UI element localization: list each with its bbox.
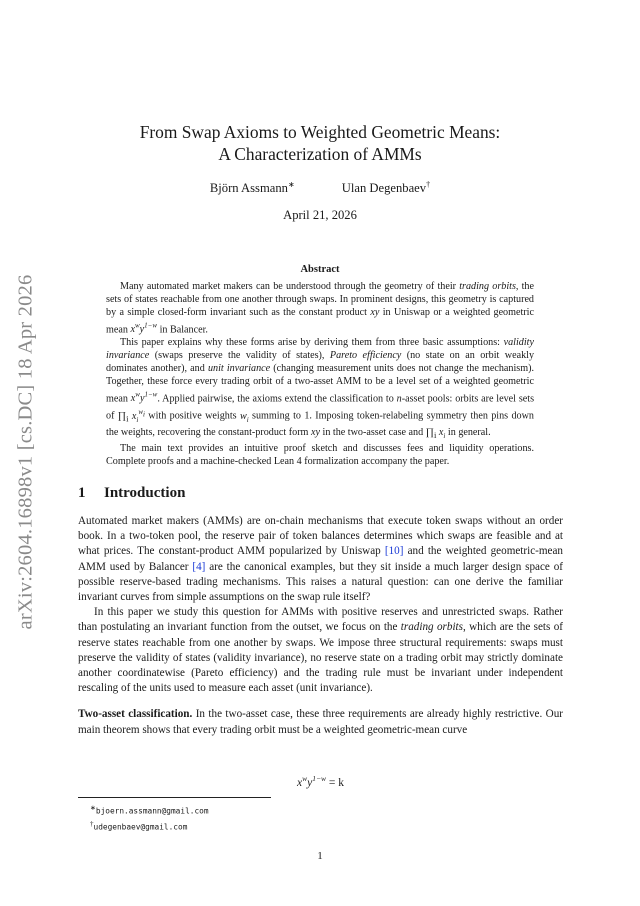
abstract-paragraph-3: The main text provides an intuitive proof sketch and discusses fees and liquidity operations. Complete proofs and a machine-checked Lean 4 formalization accompany the paper. <box>106 442 534 467</box>
paragraph-run-in-heading: Two-asset classification. <box>78 708 193 721</box>
abstract-body <box>106 281 534 469</box>
abstract-paragraph-1: Many automated market makers can be understood through the geometry of their trading orbits, the sets of states reachable from one another through swaps. In prominent designs, this geometry is captured by a simple closed-form invariant such as the constant product xy in Uniswap or a weighted geometric mean $x^wy^{1-w}$ in Balancer. <box>106 281 534 336</box>
abstract-heading: Abstract <box>300 264 340 275</box>
author-list <box>90 180 550 196</box>
footnote-divider <box>78 797 271 798</box>
footnote-email-1[interactable]: ∗bjoern.assmann@gmail.com <box>90 804 209 816</box>
title-line-1: From Swap Axioms to Weighted Geometric Means: <box>139 122 501 142</box>
arxiv-id-text: arXiv:2604.16898v1 [cs.DC] 18 Apr 2026 <box>14 274 37 630</box>
citation-link-10[interactable]: [10] <box>384 545 404 558</box>
intro-paragraph-2: In this paper we study this question for AMMs with positive reserves and unrestricted swaps. Rather than postulating an invariant function from the outset, we focus on the trading orbits, which are the sets of reserve states reachable from one another by swaps. We impose three structural requirements: swaps must preserve the validity of states (validity invariance), no reserve state on a trading orbit may strictly dominate another coordinatewise (Pareto efficiency) and the trading rule must be invariant under independent rescaling of the units used to measure each asset (unit invariance). <box>78 606 563 695</box>
intro-paragraph-1: Automated market makers (AMMs) are on-chain mechanisms that execute token swaps without an order book. In a two-token pool, the reserve pair of token balances determines which swaps are feasible and at what prices. The constant-product AMM popularized by Uniswap [10] and the weighted geometric-mean AMM used by Balancer [4] are the canonical examples, but they sit inside a much larger design space of possible reserve-based trading mechanisms. This raises a natural question: can one derive the familiar invariant curves from simple assumptions on the swap rule itself? <box>78 515 563 604</box>
author-2: Ulan Degenbaev† <box>341 180 431 196</box>
paper-title <box>90 121 550 165</box>
arxiv-identifier-stamp <box>6 262 46 642</box>
section-title: Introduction <box>104 485 186 501</box>
footnotes <box>90 802 209 833</box>
title-line-2: A Characterization of AMMs <box>218 144 422 164</box>
introduction-body <box>78 514 563 738</box>
page-number: 1 <box>317 850 323 862</box>
abstract-paragraph-2: This paper explains why these forms arise by deriving them from three basic assumptions: validity invariance (swaps preserve the validity of states), Pareto efficiency (no state on an orbit weakly dominates another), and unit invariance (changing measurement units does not change the mechanism). Together, these force every trading orbit of a two-asset AMM to be a level set of a weighted geometric mean $x^wy^{1-w}$. Applied pairwise, the axioms extend the classification to n-asset pools: orbits are level sets of $\prod_i$ $x_i^{w_i}$ with positive weights $w_i$ summing to 1. Imposing token-relabeling symmetry then pins down the weights, recovering the constant-product form xy in the two-asset case and $\prod_i$ $x_i$ in general. <box>106 337 535 440</box>
intro-paragraph-3: Two-asset classification. In the two-asset case, these three requirements are already highly restrictive. Our main theorem shows that every trading orbit must be a weighted geometric-mean curve <box>78 708 563 736</box>
section-number: 1 <box>78 485 86 501</box>
footnote-email-2[interactable]: †udegenbaev@gmail.com <box>90 819 188 832</box>
author-1: Björn Assmann∗ <box>209 180 295 196</box>
section-heading-introduction <box>78 485 185 502</box>
paper-date: April 21, 2026 <box>283 208 357 222</box>
citation-link-4[interactable]: [4] <box>192 560 206 573</box>
display-equation: $x^wy^{1-w} = k$ <box>296 774 345 789</box>
